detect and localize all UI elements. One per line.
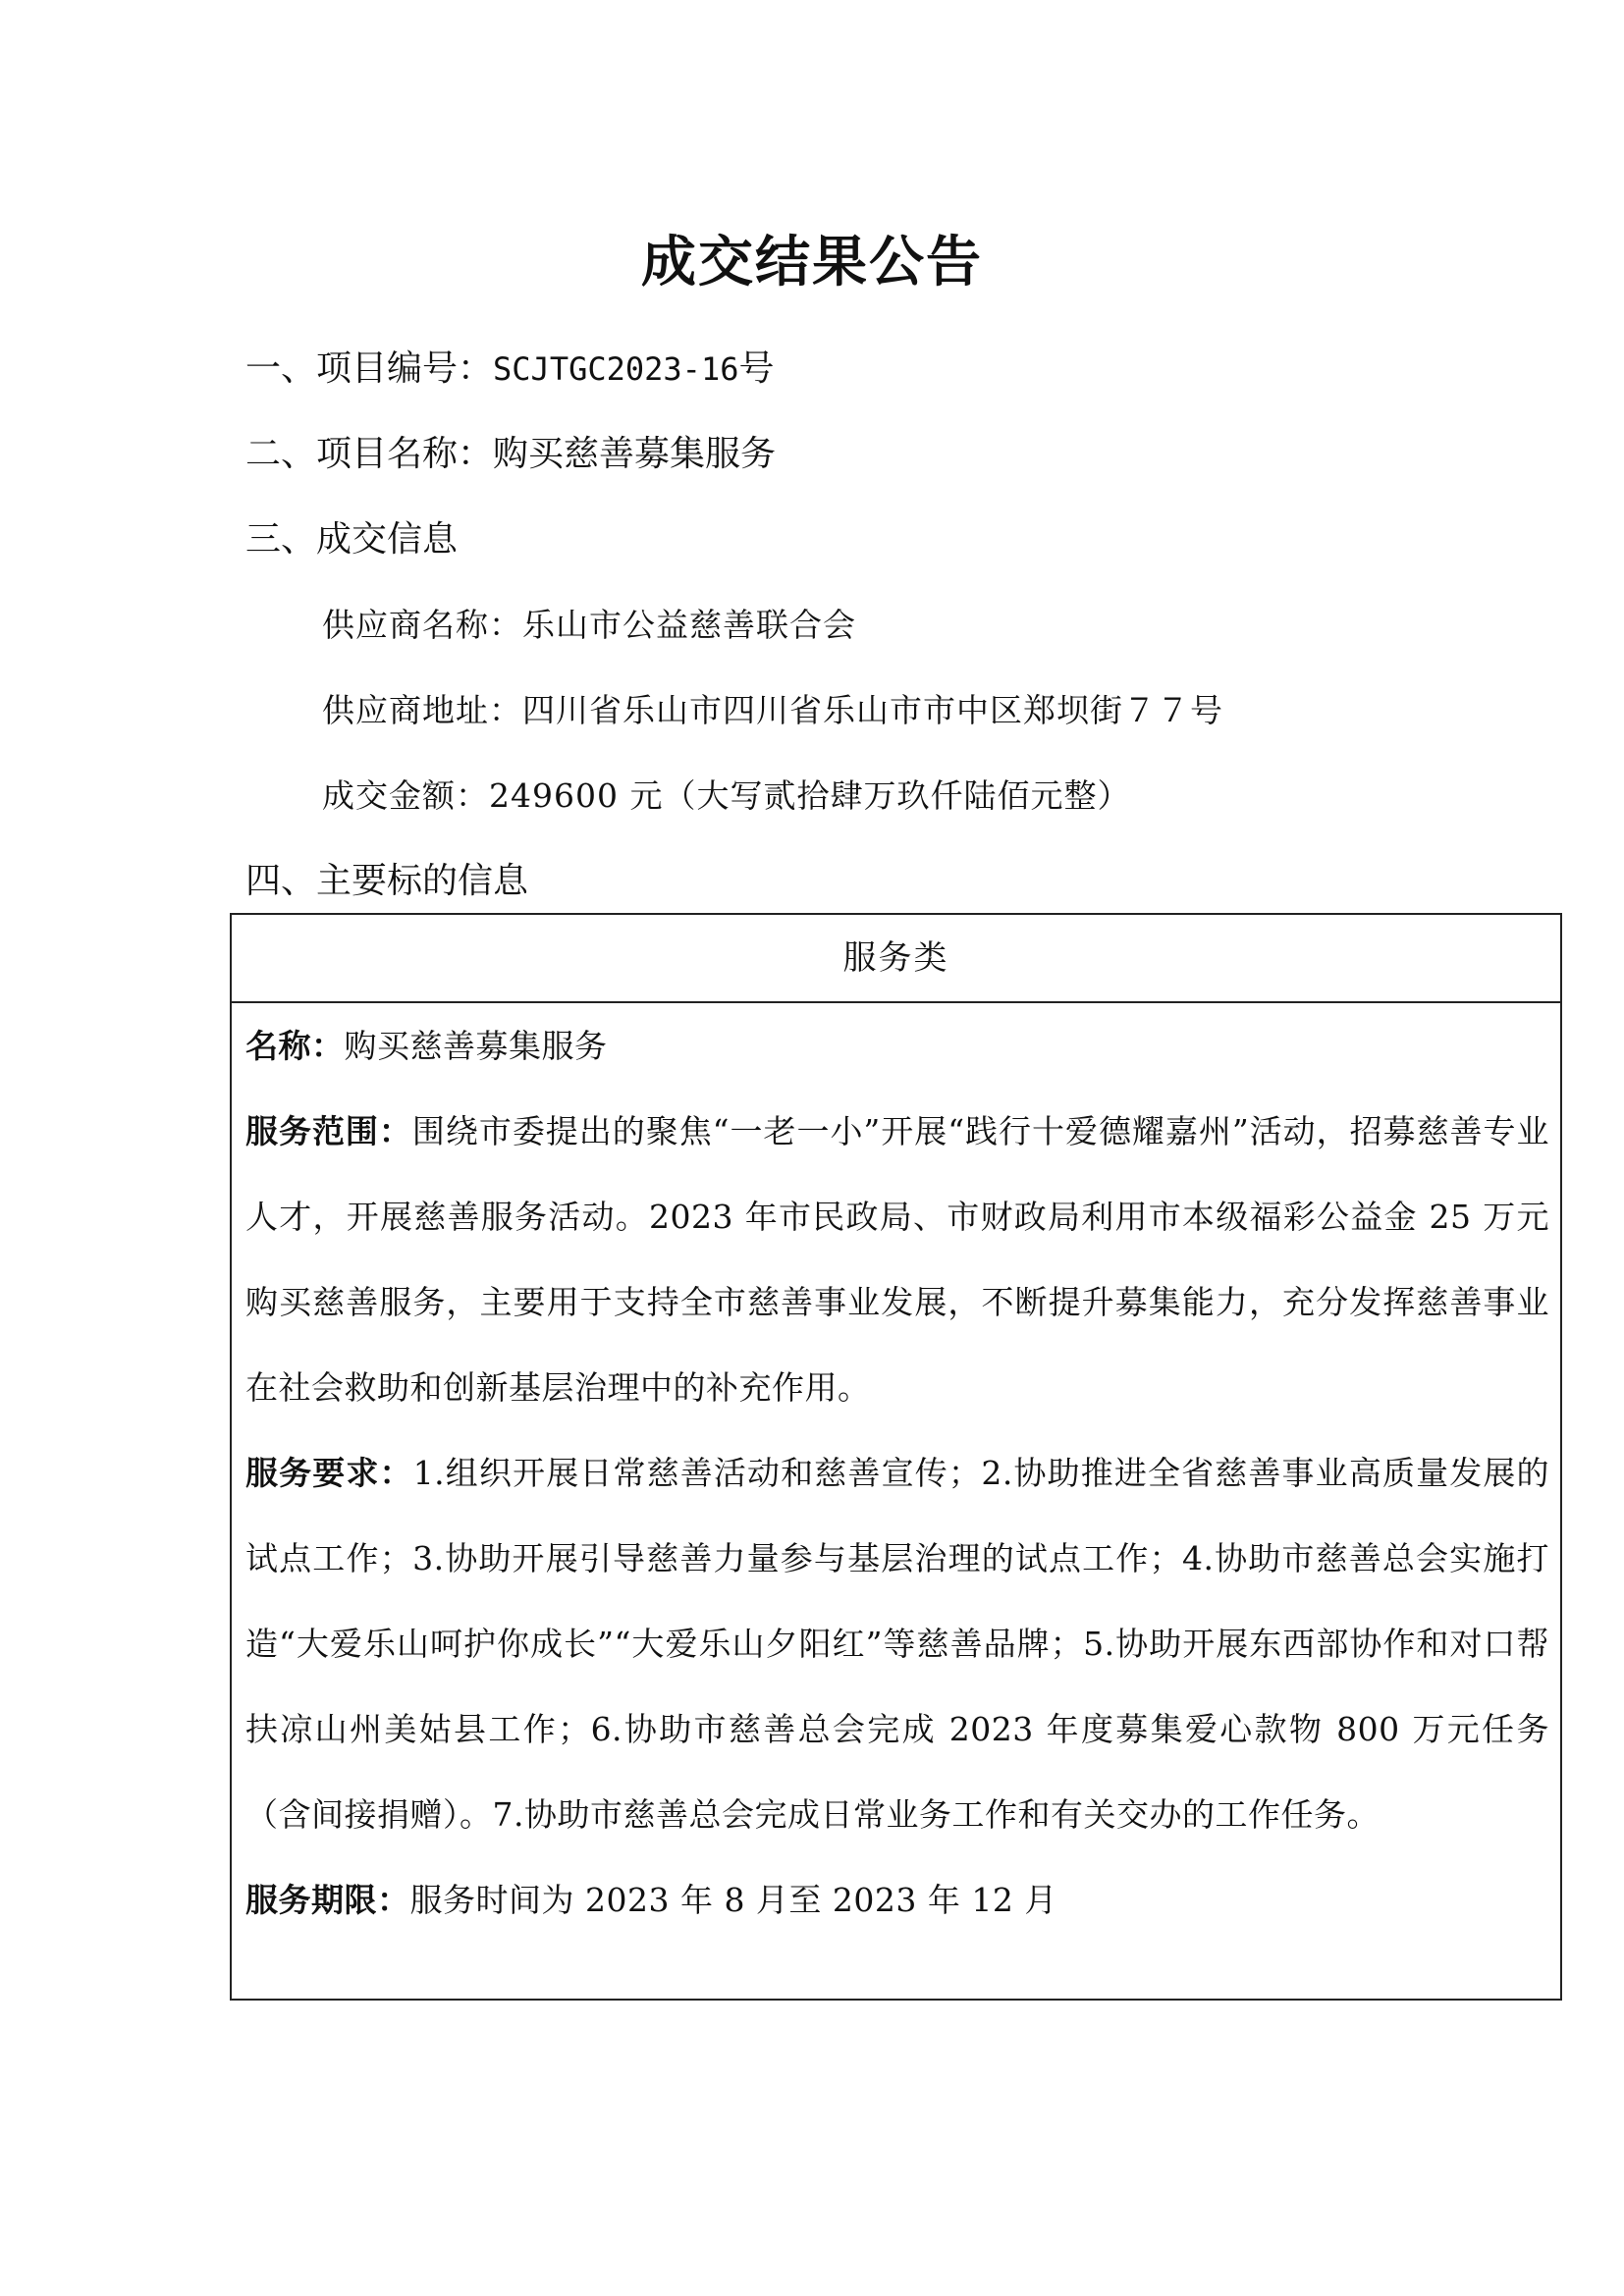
project-name-label: 二、项目名称： [245, 434, 494, 474]
table-header: 服务类 [232, 915, 1560, 1003]
service-scope-row [245, 1089, 1549, 1430]
table-body [245, 1003, 1549, 1943]
service-scope-label: 服务范围： [245, 1112, 412, 1150]
project-number-suffix: 号 [738, 348, 775, 389]
service-requirements-label: 服务要求： [245, 1454, 413, 1492]
service-scope-value: 围绕市委提出的聚焦“一老一小”开展“践行十爱德耀嘉州”活动，招募慈善专业人才，开展慈善服务活动。2023 年市民政局、市财政局利用市本级福彩公益金 25 万元购买慈善服务，主要用于支持全市慈善事业发展，不断提升募集能力，充分发挥慈善事业在社会救助和创新基层治理中的补充作用。 [245, 1112, 1550, 1407]
deal-info-heading: 三、成交信息 [245, 519, 459, 560]
service-term-row [245, 1857, 1549, 1943]
project-number-line [245, 345, 774, 394]
deal-amount: 成交金额：249600 元（大写贰拾肆万玖仟陆佰元整） [322, 776, 1131, 815]
service-term-label: 服务期限： [245, 1881, 410, 1919]
service-term-value: 服务时间为 2023 年 8 月至 2023 年 12 月 [409, 1881, 1057, 1919]
supplier-address: 供应商地址：四川省乐山市四川省乐山市市中区郑坝街７７号 [322, 691, 1223, 729]
service-name-label: 名称： [245, 1027, 345, 1065]
service-name-row [245, 1003, 1549, 1089]
supplier-name: 供应商名称：乐山市公益慈善联合会 [322, 606, 856, 644]
subject-info-table [230, 913, 1562, 2001]
main-subject-heading: 四、主要标的信息 [245, 861, 529, 901]
project-name-line [245, 430, 776, 479]
service-requirements-row [245, 1430, 1549, 1857]
project-name-value: 购买慈善募集服务 [493, 434, 777, 474]
page-title: 成交结果公告 [641, 231, 983, 294]
service-name-value: 购买慈善募集服务 [344, 1027, 608, 1065]
project-number-label: 一、项目编号： [245, 348, 494, 389]
service-requirements-value: 1.组织开展日常慈善活动和慈善宣传；2.协助推进全省慈善事业高质量发展的试点工作；3.协助开展引导慈善力量参与基层治理的试点工作；4.协助市慈善总会实施打造“大爱乐山呵护你成长”“大爱乐山夕阳红”等慈善品牌；5.协助开展东西部协作和对口帮扶凉山州美姑县工作；6.协助市慈善总会完成 2023 年度募集爱心款物 800 万元任务（含间接捐赠）。7.协助市慈善总会完成日常业务工作和有关交办的工作任务。 [245, 1454, 1549, 1834]
project-number-value: SCJTGC2023-16 [493, 350, 739, 388]
